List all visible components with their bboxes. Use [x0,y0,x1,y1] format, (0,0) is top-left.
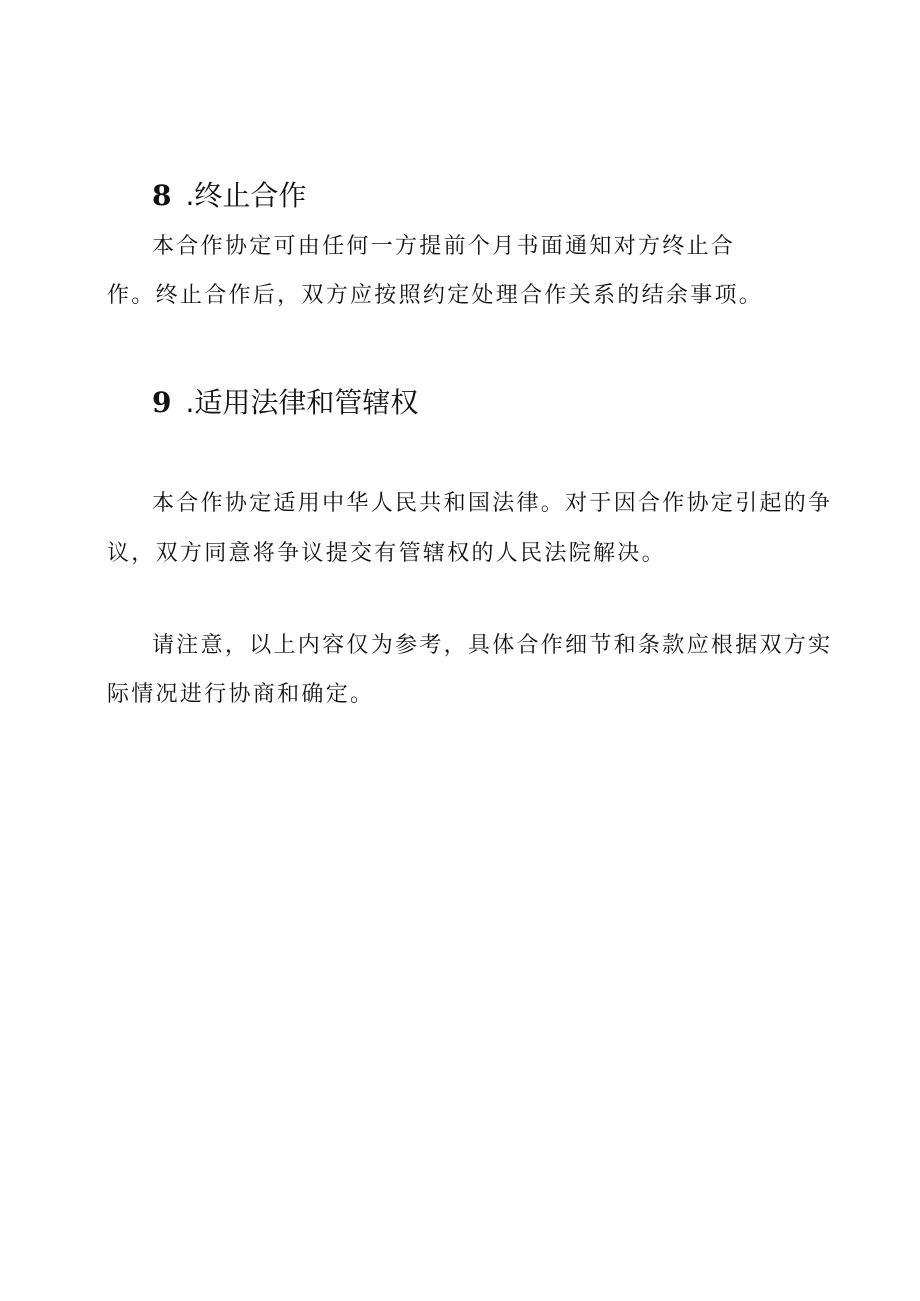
paragraph-line: 本合作协定可由任何一方提前个月书面通知对方终止合 [152,234,736,259]
section-heading-governing-law [152,386,418,420]
section-title: .适用法律和管辖权 [185,386,419,419]
section-number: 9 [152,386,172,419]
note-line: 请注意，以上内容仅为参考，具体合作细节和条款应根据双方实 [152,633,833,658]
paragraph-line: 议，双方同意将争议提交有管辖权的人民法院解决。 [107,541,666,566]
note-line: 际情况进行协商和确定。 [107,682,375,707]
section-title: .终止合作 [185,179,307,212]
section-heading-termination [152,179,306,213]
paragraph-line: 本合作协定适用中华人民共和国法律。对于因合作协定引起的争 [152,491,833,516]
paragraph-line: 作。终止合作后，双方应按照约定处理合作关系的结余事项。 [107,283,764,308]
section-number: 8 [152,179,172,212]
